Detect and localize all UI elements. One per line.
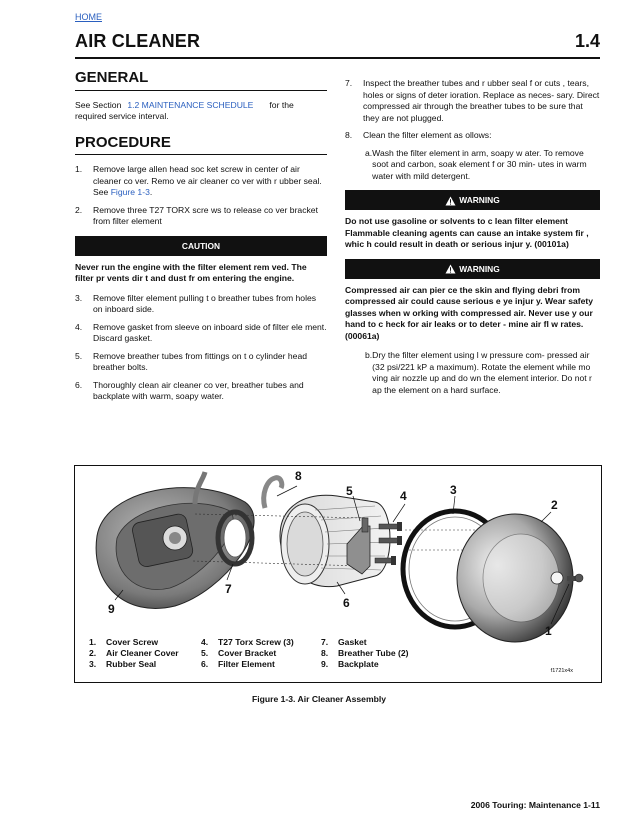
filter-element bbox=[280, 495, 390, 586]
callout-5: 5 bbox=[346, 484, 353, 498]
legend-row bbox=[89, 648, 433, 659]
step-text: Remove gasket from sleeve on inboard side of filter ele ment. Discard gasket. bbox=[93, 321, 327, 343]
callout-4: 4 bbox=[400, 489, 407, 503]
legend-label: Air Cleaner Cover bbox=[106, 648, 179, 659]
warning-text: Compressed air can pier ce the skin and flying debri from compressed air could cause serious e ye injur y. Wear safety glasses when w orking with compressed air. Never use y our hand to c heck for air leaks or to deter - mine air fl w rates. (00061a) bbox=[345, 284, 594, 341]
warning-label: WARNING bbox=[459, 263, 500, 274]
left-column bbox=[75, 69, 327, 409]
step-number: 3. bbox=[75, 292, 83, 303]
substep-letter: b. bbox=[365, 350, 373, 360]
step-text-end: . bbox=[149, 187, 153, 197]
breather-tube bbox=[264, 478, 282, 508]
step-text: Remove breather tubes from fittings on t o cylinder head breather bolts. bbox=[93, 350, 308, 372]
legend-label: Rubber Seal bbox=[106, 659, 157, 670]
procedure-step bbox=[75, 293, 327, 316]
warning-label: WARNING bbox=[459, 195, 500, 205]
section-number: 1.4 bbox=[574, 31, 600, 51]
legend-number: 9. bbox=[321, 659, 329, 670]
home-link[interactable]: HOME bbox=[75, 12, 102, 22]
legend-number: 8. bbox=[321, 648, 329, 659]
figure-1-3-link[interactable]: Figure 1-3 bbox=[110, 187, 150, 197]
substep-text: Wash the filter element in arm, soapy w ater. To remove soot and carbon, soak element f or 30 min- utes in warm water with mild detergent. bbox=[372, 147, 587, 181]
callout-3: 3 bbox=[450, 483, 457, 497]
legend-number: 1. bbox=[89, 637, 97, 647]
legend-label: Backplate bbox=[338, 659, 379, 670]
caution-label: CAUTION bbox=[181, 240, 221, 251]
step-number: 8. bbox=[345, 130, 353, 140]
procedure-substep bbox=[345, 148, 600, 183]
legend-number: 6. bbox=[201, 659, 209, 670]
legend-number: 2. bbox=[89, 648, 97, 659]
callout-9: 9 bbox=[108, 602, 115, 616]
legend-number: 5. bbox=[201, 648, 209, 659]
legend-number: 3. bbox=[89, 659, 97, 670]
warning-banner bbox=[345, 259, 600, 279]
step-number: 7. bbox=[345, 78, 353, 88]
procedure-step bbox=[75, 205, 327, 228]
general-heading: GENERAL bbox=[75, 72, 327, 91]
procedure-heading: PROCEDURE bbox=[75, 137, 327, 156]
general-text-after: for the required service interval. bbox=[75, 99, 294, 121]
page-footer: 2006 Touring: Maintenance 1-11 bbox=[470, 800, 600, 810]
legend-label: Breather Tube (2) bbox=[338, 648, 409, 659]
callout-8: 8 bbox=[295, 469, 302, 483]
procedure-substep bbox=[345, 350, 600, 396]
procedure-step bbox=[345, 130, 600, 142]
step-text bbox=[93, 164, 327, 199]
step-number: 2. bbox=[75, 204, 83, 215]
figure-caption: Figure 1-3. Air Cleaner Assembly bbox=[251, 694, 387, 704]
air-cleaner-cover bbox=[457, 514, 573, 642]
warning-icon bbox=[445, 196, 456, 206]
procedure-step bbox=[345, 78, 600, 124]
legend-label: Cover Bracket bbox=[218, 648, 277, 659]
substep-letter: a. bbox=[365, 147, 373, 158]
callout-7: 7 bbox=[225, 582, 232, 596]
procedure-step bbox=[75, 322, 327, 345]
step-text: Remove three T27 TORX scre ws to release co ver bracket from filter element bbox=[93, 204, 318, 226]
legend-row bbox=[89, 637, 433, 648]
step-text-body: Remove large allen head soc ket screw in center of air cleaner co ver. Remo ve air cleaner co ver with r ubber seal. See bbox=[93, 164, 322, 197]
legend-label: Cover Screw bbox=[106, 637, 159, 647]
right-column bbox=[345, 78, 600, 404]
warning-text: Do not use gasoline or solvents to c lean filter element Flammable cleaning agents can cause an intake system fir , whic h could result in death or serious injur y. (00101a) bbox=[345, 216, 589, 249]
procedure-step bbox=[75, 351, 327, 374]
step-text: Remove filter element pulling t o breather tubes from holes on inboard side. bbox=[93, 292, 317, 314]
procedure-step bbox=[75, 164, 327, 199]
legend-label: T27 Torx Screw (3) bbox=[218, 637, 294, 647]
caution-text: Never run the engine with the filter element rem ved. The filter pr vents dir t and dust fr om entering the engine. bbox=[75, 261, 307, 283]
procedure-step bbox=[75, 380, 327, 403]
legend-row bbox=[89, 659, 433, 670]
step-text: Clean the filter element as ollows: bbox=[363, 130, 492, 140]
legend-number: 7. bbox=[321, 637, 329, 647]
legend-label: Gasket bbox=[338, 637, 367, 647]
step-text: Thoroughly clean air cleaner co ver, breather tubes and backplate with warm, soapy water. bbox=[93, 379, 304, 401]
warning-icon bbox=[445, 264, 456, 274]
step-number: 1. bbox=[75, 164, 83, 174]
procedure-steps-list bbox=[75, 293, 327, 403]
figure-legend bbox=[89, 637, 433, 671]
step-text: Inspect the breather tubes and r ubber seal f or cuts , tears, holes or signs of deter ioration. Replace as neces- sary. Direct compressed air through the breather tubes to be sure that they are not plugged. bbox=[363, 78, 600, 123]
page-title: AIR CLEANER bbox=[75, 31, 201, 51]
callout-6: 6 bbox=[343, 596, 350, 610]
general-paragraph bbox=[75, 100, 327, 123]
legend-number: 4. bbox=[201, 637, 209, 647]
title-rule bbox=[75, 57, 600, 59]
step-number: 6. bbox=[75, 379, 83, 390]
step-number: 4. bbox=[75, 321, 83, 332]
caution-banner bbox=[75, 236, 327, 256]
figure-box bbox=[74, 465, 602, 683]
callout-1: 1 bbox=[545, 624, 552, 638]
maintenance-schedule-link[interactable]: 1.2 MAINTENANCE SCHEDULE bbox=[127, 99, 254, 110]
figure-code: f1721x4x bbox=[550, 668, 573, 674]
general-text-before: See Section bbox=[75, 99, 122, 110]
substep-text: Dry the filter element using l w pressure com- pressed air (32 psi/221 kP a maximum). Rotate the element while mo ving air nozzle up and do wn the element interior. Do not r ap the element on a hard surface. bbox=[372, 350, 592, 395]
callout-2: 2 bbox=[551, 498, 558, 512]
step-number: 5. bbox=[75, 350, 83, 361]
warning-banner bbox=[345, 190, 600, 210]
legend-label: Filter Element bbox=[218, 659, 275, 670]
